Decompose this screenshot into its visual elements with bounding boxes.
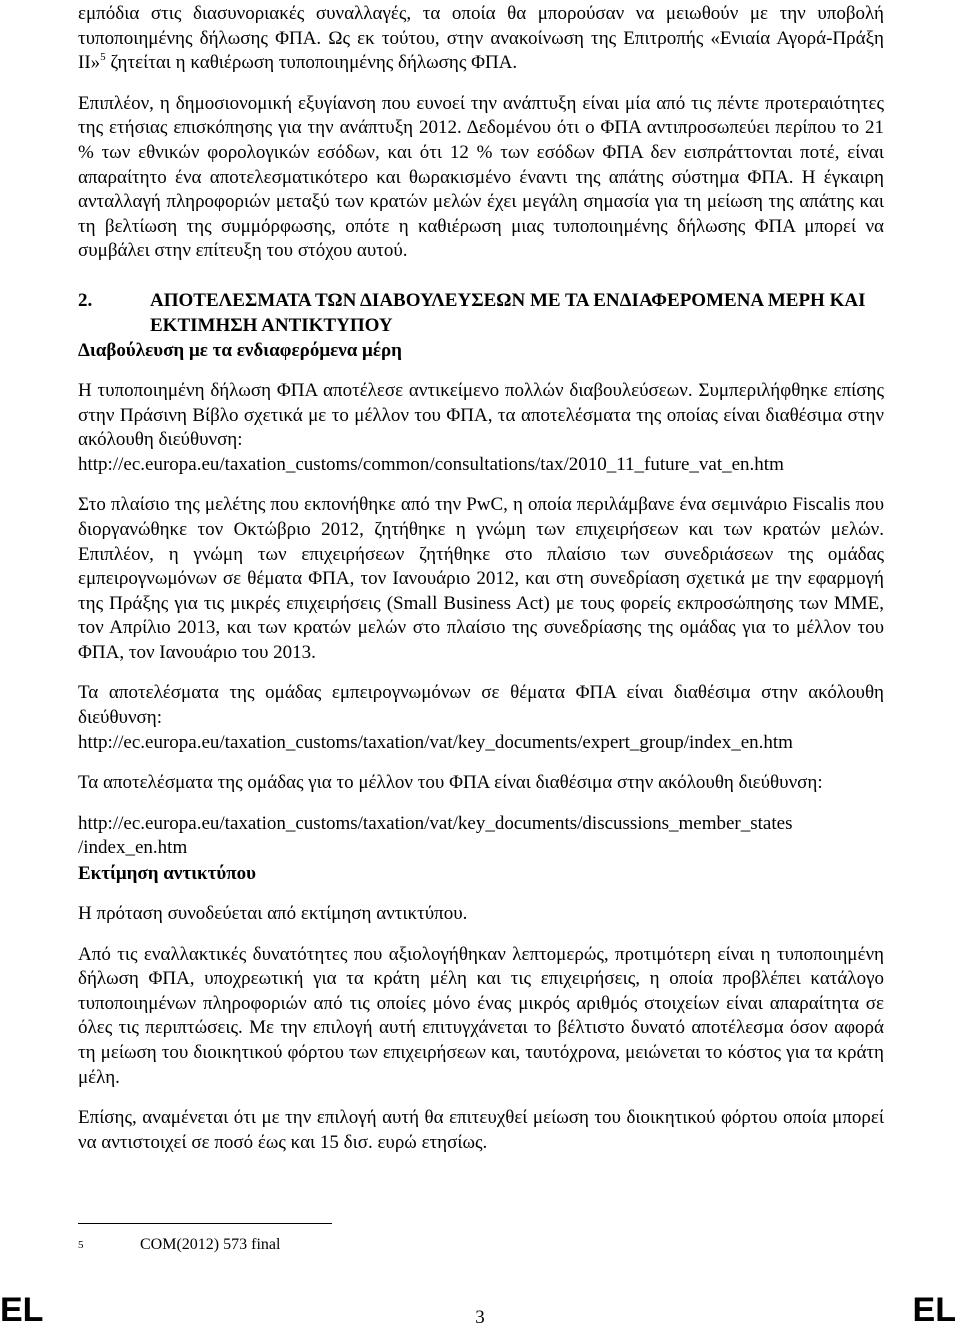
page-number: 3	[475, 1307, 485, 1328]
section-title: ΑΠΟΤΕΛΕΣΜΑΤΑ ΤΩΝ ΔΙΑΒΟΥΛΕΥΣΕΩΝ ΜΕ ΤΑ ΕΝΔΙΑΦΕΡΟΜΕΝΑ ΜΕΡΗ ΚΑΙ ΕΚΤΙΜΗΣΗ ΑΝΤΙΚΤΥΠΟΥ	[150, 289, 866, 336]
impact-paragraph-2: Από τις εναλλακτικές δυνατότητες που αξιολογήθηκαν λεπτομερώς, προτιμότερη είναι η τυποποιημένη δήλωση ΦΠΑ, υποχρεωτική για τα κράτη μέλη και τις επιχειρήσεις, η οποία προβλέπει κατάλογο τυποποιημένων πληροφοριών από τις οποίες μόνο ένας μικρός αριθμός στοιχείων είναι απαραίτητα σε όλες τις περιπτώσεις. Με την επιλογή αυτή επιτυγχάνεται το βέλτιστο δυνατό αποτέλεσμα όσον αφορά τη μείωση του διοικητικού φόρτου των επιχειρήσεων και, ταυτόχρονα, μειώνεται το κόστος για τα κράτη μέλη.	[78, 943, 884, 1088]
consultation-url-3-line-2[interactable]: /index_en.htm	[78, 837, 188, 859]
consultation-url-1[interactable]: http://ec.europa.eu/taxation_customs/common/consultations/tax/2010_11_future_vat_en.htm	[78, 453, 784, 475]
footnote-text: COM(2012) 573 final	[140, 1236, 281, 1253]
footnote	[78, 1235, 280, 1255]
page-content	[78, 2, 884, 1155]
intro-paragraph-text: εμπόδια στις διασυνοριακές συναλλαγές, τα οποία θα μπορούσαν να μειωθούν με την υποβολή τυποποιημένης δήλωσης ΦΠΑ. Ως εκ τούτου, στην ανακοίνωση της Επιτροπής «Ενιαία Αγορά-Πράξη ΙΙ»	[78, 3, 884, 74]
footer-language-right: EL	[912, 1291, 956, 1329]
consultation-url-3-line-1[interactable]: http://ec.europa.eu/taxation_customs/taxation/vat/key_documents/discussions_member_states	[78, 812, 793, 834]
footnote-reference[interactable]: 5	[100, 51, 106, 64]
footnote-number: 5	[78, 1239, 84, 1251]
fiscal-paragraph: Επιπλέον, η δημοσιονομική εξυγίανση που ευνοεί την ανάπτυξη είναι μία από τις πέντε προτεραιότητες της ετήσιας επισκόπησης για την ανάπτυξη 2012. Δεδομένου ότι ο ΦΠΑ αντιπροσωπεύει περίπου το 21 % των εθνικών φορολογικών εσόδων, και ότι 12 % των εσόδων ΦΠΑ δεν εισπράττονται ποτέ, είναι απαραίτητο ένα αποτελεσματικότερο και θωρακισμένο έναντι της απάτης σύστημα ΦΠΑ. Η έγκαιρη ανταλλαγή πληροφοριών μεταξύ των κρατών μελών έχει μεγάλη σημασία για τη μείωση της απάτης και τη βελτίωση της συμμόρφωσης, οπότε η καθιέρωση μιας τυποποιημένης δήλωσης ΦΠΑ μπορεί να συμβάλει στην επίτευξη του στόχου αυτού.	[78, 92, 884, 262]
footer-language-left: EL	[0, 1291, 44, 1329]
impact-heading: Εκτίμηση αντικτύπου	[78, 863, 256, 885]
consultation-heading: Διαβούλευση με τα ενδιαφερόμενα μέρη	[78, 339, 402, 361]
consultation-url-3[interactable]	[78, 812, 884, 861]
section-number: 2.	[78, 289, 93, 311]
section-heading	[78, 288, 884, 338]
intro-paragraph-tail: ζητείται η καθιέρωση τυποποιημένης δήλωσης ΦΠΑ.	[105, 52, 518, 74]
consultation-url-2[interactable]: http://ec.europa.eu/taxation_customs/taxation/vat/key_documents/expert_group/index_en.htm	[78, 731, 793, 753]
consultation-paragraph-1: Η τυποποιημένη δήλωση ΦΠΑ αποτέλεσε αντικείμενο πολλών διαβουλεύσεων. Συμπεριλήφθηκε επίσης στην Πράσινη Βίβλο σχετικά με το μέλλον του ΦΠΑ, τα αποτελέσματα της οποίας είναι διαθέσιμα στην ακόλουθη διεύθυνση:	[78, 379, 884, 451]
intro-paragraph	[78, 2, 884, 76]
impact-paragraph-3: Επίσης, αναμένεται ότι με την επιλογή αυτή θα επιτευχθεί μείωση του διοικητικού φόρτου οποία μπορεί να αντιστοιχεί σε ποσό έως και 15 δισ. ευρώ ετησίως.	[78, 1107, 884, 1153]
consultation-paragraph-2: Στο πλαίσιο της μελέτης που εκπονήθηκε από την PwC, η οποία περιλάμβανε ένα σεμινάριο Fiscalis που διοργανώθηκε τον Οκτώβριο 2012, ζητήθηκε η γνώμη των επιχειρήσεων και των κρατών μελών. Επιπλέον, η γνώμη των επιχειρήσεων ζητήθηκε στο πλαίσιο των συνεδριάσεων της ομάδας εμπειρογνωμόνων σε θέματα ΦΠΑ, τον Ιανουάριο 2012, και στη συνεδρίαση σχετικά με την εφαρμογή της Πράξης για τις μικρές επιχειρήσεις (Small Business Act) με τους φορείς εκπροσώπησης των ΜΜΕ, τον Απρίλιο 2013, και των κρατών μελών στο πλαίσιο της συνεδρίασης της ομάδας για το μέλλον του ΦΠΑ, τον Ιανουάριο του 2013.	[78, 494, 884, 663]
footnote-divider	[78, 1223, 332, 1224]
consultation-paragraph-4: Τα αποτελέσματα της ομάδας για το μέλλον του ΦΠΑ είναι διαθέσιμα στην ακόλουθη διεύθυνση:	[78, 772, 823, 794]
impact-paragraph-1: Η πρόταση συνοδεύεται από εκτίμηση αντικτύπου.	[78, 903, 468, 925]
consultation-paragraph-3: Τα αποτελέσματα της ομάδας εμπειρογνωμόνων σε θέματα ΦΠΑ είναι διαθέσιμα στην ακόλουθη διεύθυνση:	[78, 682, 884, 729]
